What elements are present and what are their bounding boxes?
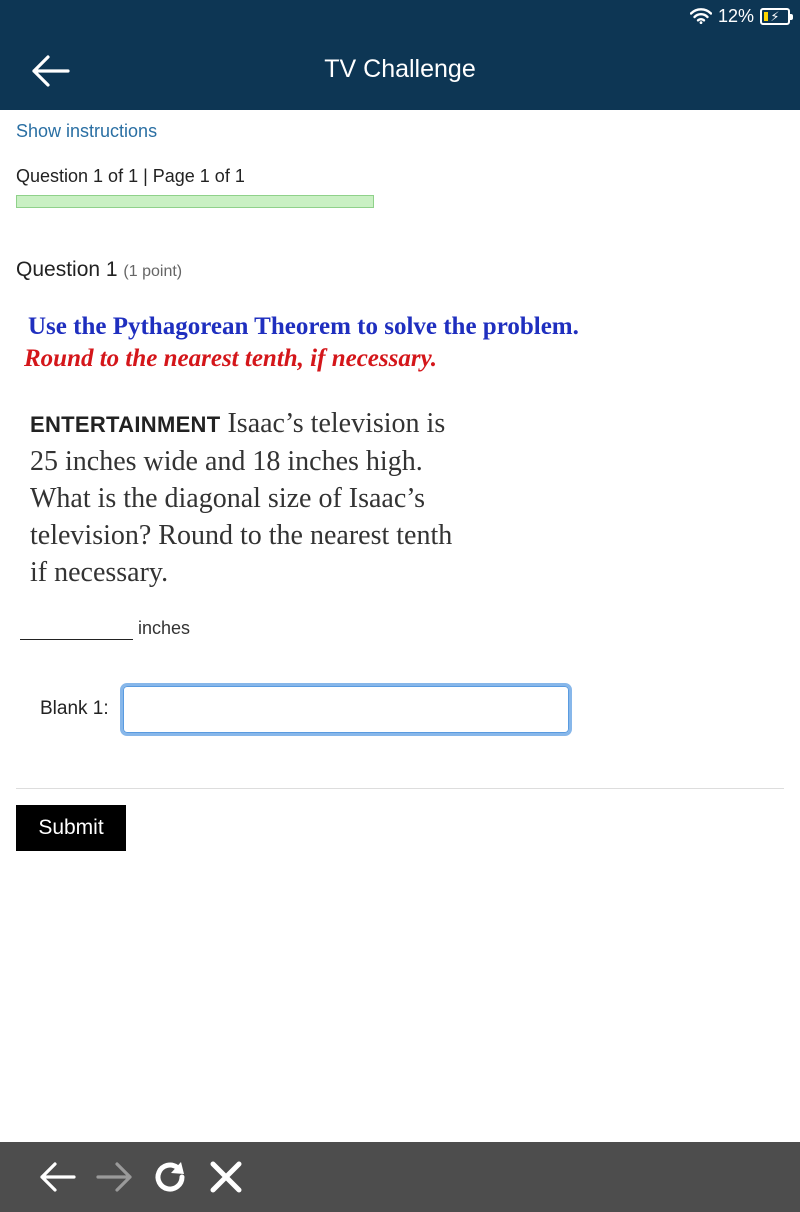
status-bar (690, 5, 790, 27)
problem-keyword: ENTERTAINMENT (30, 412, 221, 437)
page-title: TV Challenge (324, 55, 476, 83)
close-icon[interactable] (206, 1160, 246, 1194)
show-instructions-link[interactable]: Show instructions (16, 121, 158, 141)
question-heading (16, 258, 182, 282)
problem-line: 25 inches wide and 18 inches high. (30, 446, 423, 477)
problem-line: ENTERTAINMENT Isaac’s television is (30, 408, 446, 439)
progress-bar (16, 195, 374, 208)
answer-blank-line (20, 639, 133, 640)
submit-button[interactable]: Submit (16, 805, 126, 851)
browser-toolbar (0, 1142, 800, 1212)
problem-line: What is the diagonal size of Isaac’s (30, 483, 425, 514)
app-header (0, 0, 800, 110)
wifi-icon (690, 8, 712, 24)
blank-1-input[interactable] (120, 683, 572, 736)
battery-charging-icon: ⚡ (760, 8, 790, 25)
progress-text: Question 1 of 1 | Page 1 of 1 (16, 166, 245, 186)
problem-text (30, 405, 570, 591)
question-points: (1 point) (123, 263, 183, 280)
problem-line: if necessary. (30, 557, 169, 588)
answer-unit: inches (138, 618, 191, 638)
back-arrow-icon[interactable] (38, 1160, 78, 1194)
question-title: Question 1 (16, 258, 118, 281)
forward-arrow-icon[interactable] (94, 1160, 134, 1194)
divider (16, 788, 784, 789)
problem-line: television? Round to the nearest tenth (30, 520, 453, 551)
instruction-line-1: Use the Pythagorean Theorem to solve the problem. (28, 313, 579, 340)
reload-icon[interactable] (150, 1160, 190, 1194)
blank-label: Blank 1: (40, 698, 109, 719)
instruction-line-2: Round to the nearest tenth, if necessary. (24, 345, 437, 372)
battery-percent: 12% (717, 5, 754, 26)
progress-bar-fill (17, 196, 373, 207)
